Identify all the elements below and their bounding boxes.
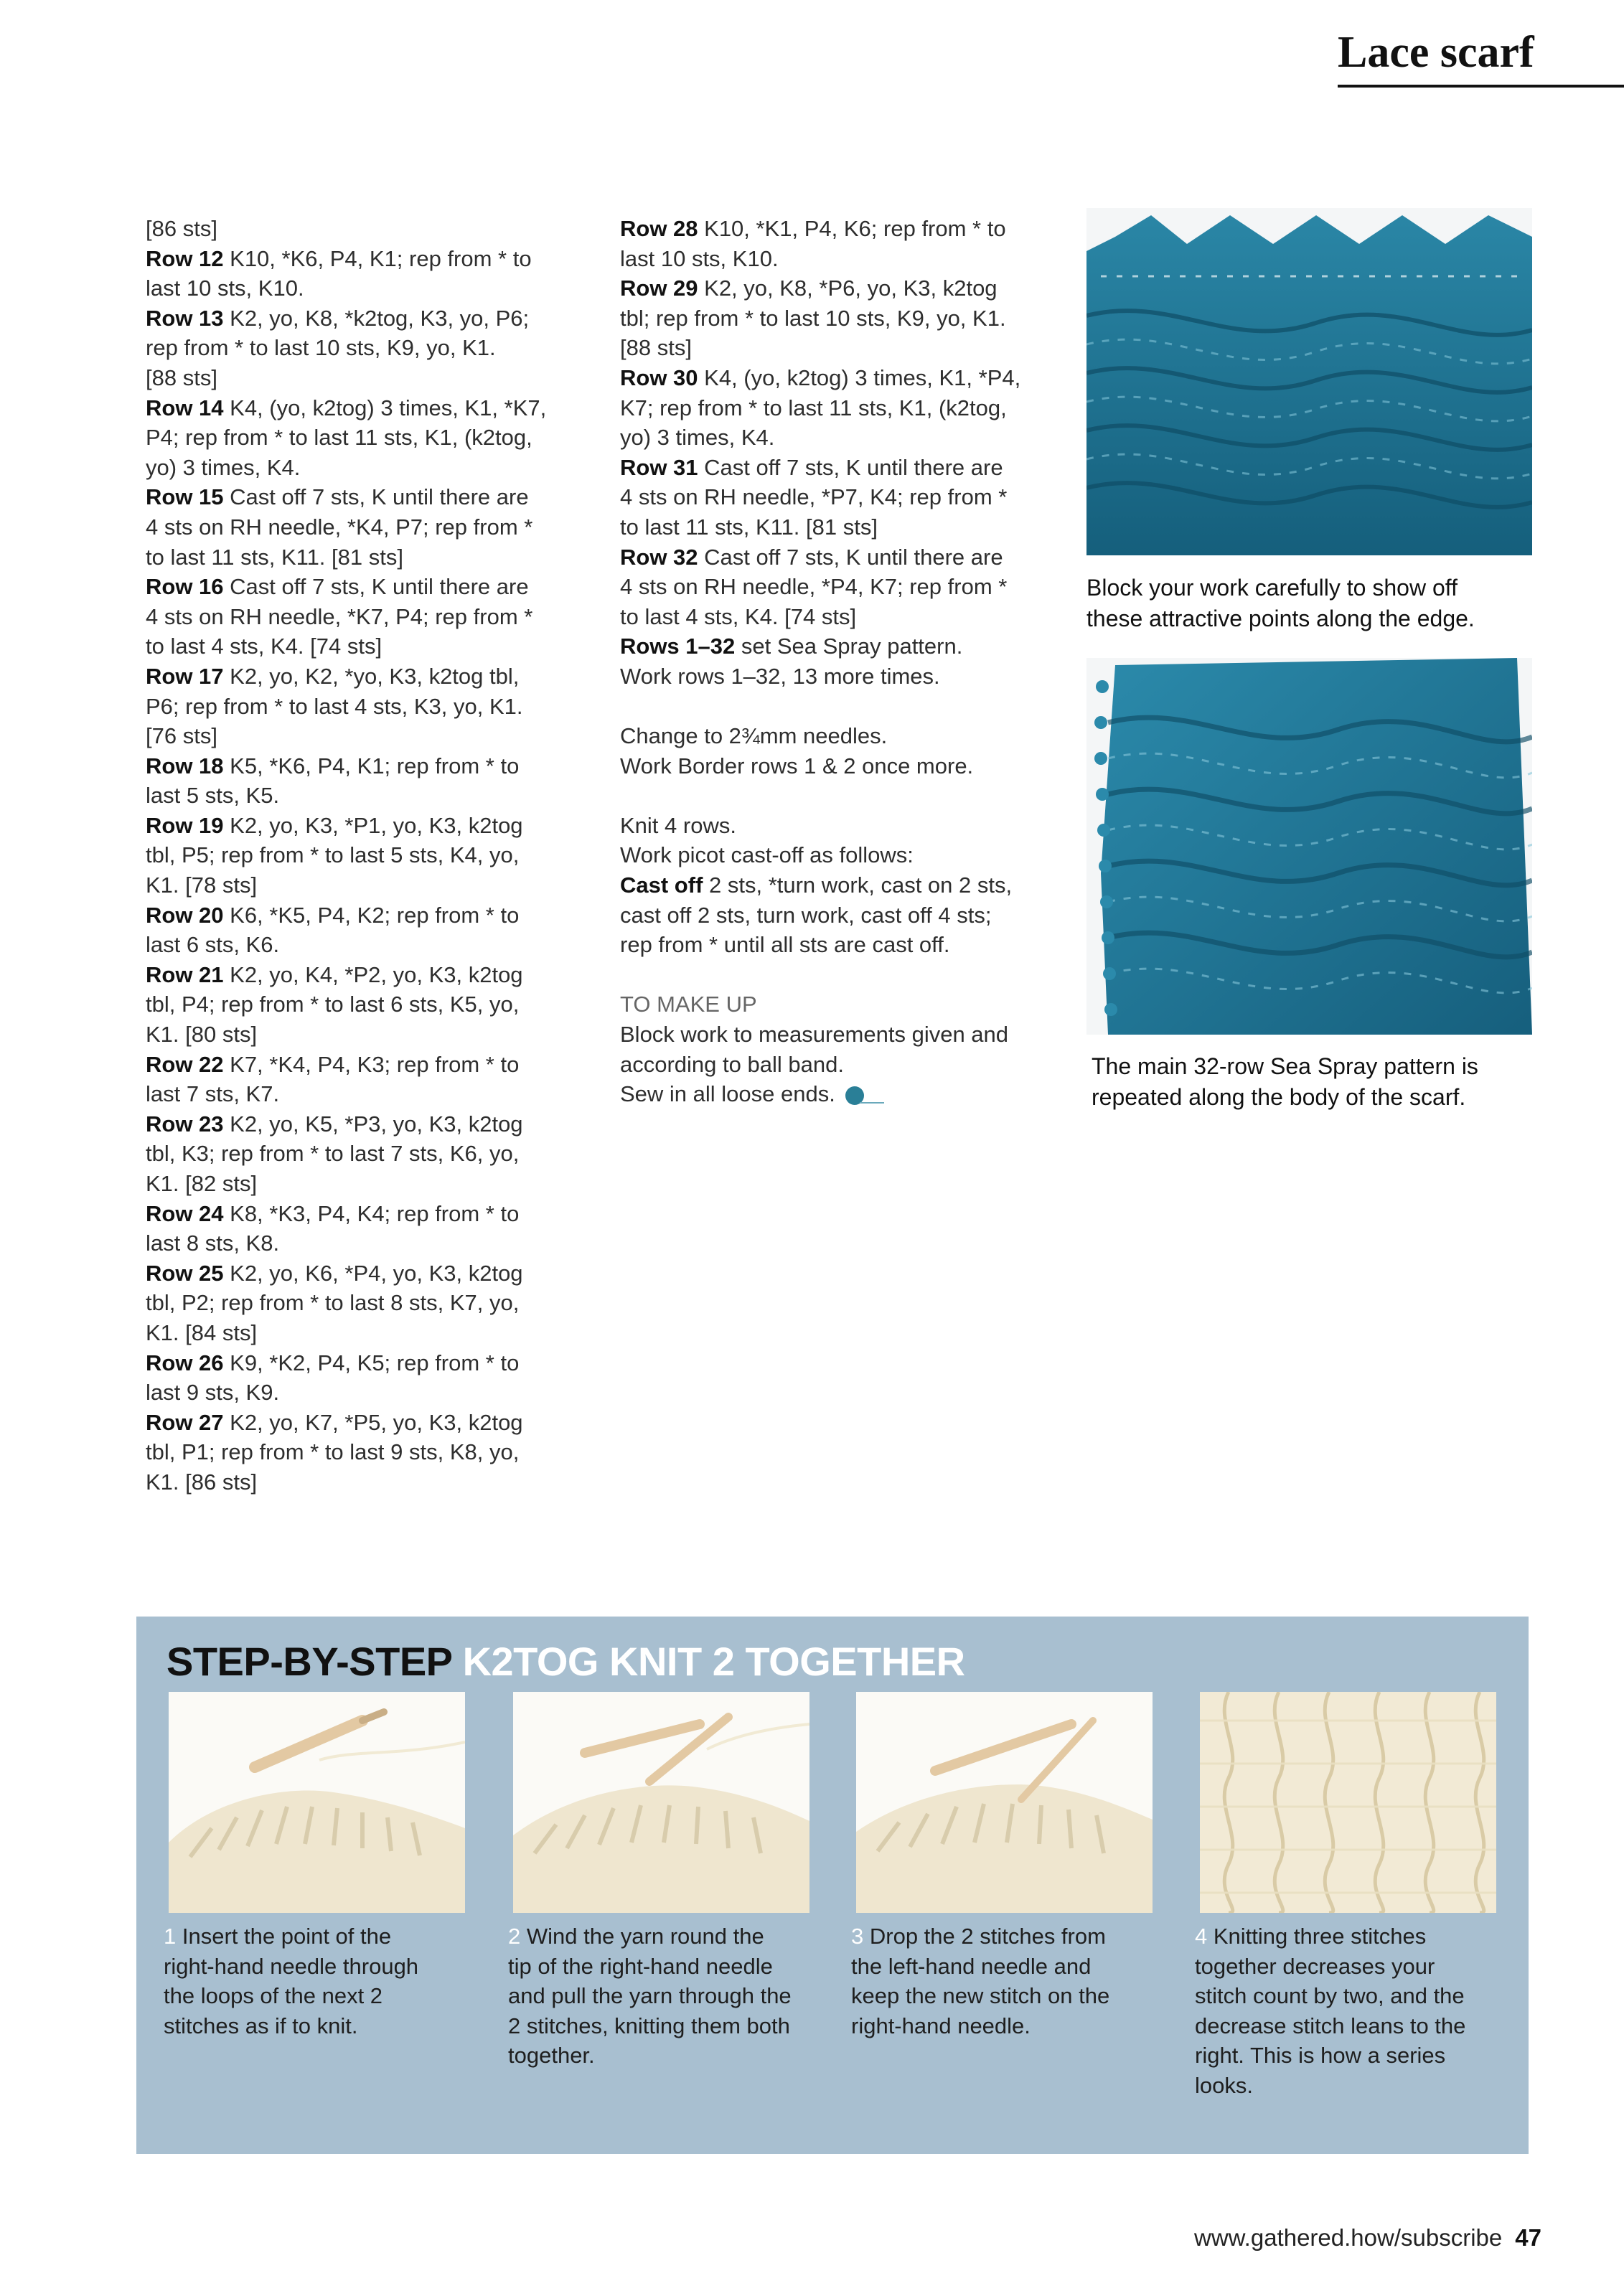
pattern-line: [146, 692, 576, 722]
row-label: Row 23: [146, 1111, 224, 1137]
step-text-line: and pull the yarn through the: [508, 1983, 792, 2009]
pattern-line: [146, 1228, 576, 1258]
step-text-line: [1195, 1921, 1503, 1952]
row-instruction: tbl, P2; rep from * to last 8 sts, K7, yo,: [146, 1290, 520, 1316]
row-label: Rows 1–32: [620, 634, 736, 659]
row-instruction: yo) 3 times, K4.: [146, 454, 301, 480]
pattern-line: [146, 721, 576, 751]
row-instruction: last 5 sts, K5.: [146, 783, 280, 809]
pattern-line: [146, 333, 576, 363]
row-instruction: last 6 sts, K6.: [146, 932, 280, 958]
row-label: Row 30: [620, 364, 698, 390]
row-instruction: 4 sts on RH needle, *P4, K7; rep from *: [620, 574, 1008, 600]
pattern-line: [146, 482, 576, 512]
pattern-line: [146, 662, 576, 692]
pattern-line: [146, 1467, 576, 1497]
step-text-line: right. This is how a series: [1195, 2043, 1446, 2069]
step-2-text: [508, 1921, 817, 2071]
row-instruction: yo) 3 times, K4.: [620, 425, 775, 451]
pattern-line: [146, 781, 576, 811]
paragraph-gap: [620, 692, 1051, 722]
row-instruction: Change to 2¾mm needles.: [620, 723, 888, 749]
row-instruction: K2, yo, K7, *P5, yo, K3, k2tog: [223, 1409, 523, 1435]
step-1-text: [164, 1921, 472, 2041]
row-instruction: Cast off 7 sts, K until there are: [223, 574, 529, 600]
row-instruction: Cast off 7 sts, K until there are: [223, 484, 529, 510]
row-label: Row 29: [620, 276, 698, 301]
heading-k2tog: K2TOG KNIT 2 TOGETHER: [462, 1639, 965, 1684]
caption-line: repeated along the body of the scarf.: [1092, 1084, 1466, 1110]
row-instruction: P4; rep from * to last 11 sts, K1, (k2tog,: [146, 425, 532, 451]
row-label: Row 14: [146, 395, 224, 420]
pattern-line: [620, 363, 1051, 393]
step-3-photo: [856, 1692, 1153, 1913]
pattern-line: [146, 1169, 576, 1199]
pattern-line: [620, 304, 1051, 334]
step-2-photo: [513, 1692, 809, 1913]
row-instruction: K4, (yo, k2tog) 3 times, K1, *P4,: [698, 364, 1021, 390]
pattern-line: [620, 333, 1051, 363]
row-instruction: Block work to measurements given and: [620, 1022, 1009, 1048]
row-instruction: K10, *K6, P4, K1; rep from * to: [223, 245, 532, 271]
row-label: Row 15: [146, 484, 224, 510]
photo-lace-points: [1086, 208, 1532, 555]
row-instruction: [76 sts]: [146, 723, 217, 749]
row-instruction: K5, *K6, P4, K1; rep from * to: [223, 753, 520, 778]
row-instruction: K1. [82 sts]: [146, 1171, 258, 1196]
row-instruction: [86 sts]: [146, 216, 217, 241]
step-text-line: the loops of the next 2: [164, 1983, 383, 2009]
pattern-line: [620, 811, 1051, 841]
step-by-step-box: [136, 1617, 1529, 2154]
row-instruction: last 10 sts, K10.: [620, 245, 779, 271]
row-instruction: last 7 sts, K7.: [146, 1081, 280, 1107]
caption-photo-1: [1086, 573, 1546, 634]
pattern-line: [146, 512, 576, 542]
row-instruction: tbl, P1; rep from * to last 9 sts, K8, yo,: [146, 1439, 520, 1465]
pattern-line: [146, 453, 576, 483]
row-instruction: [88 sts]: [620, 335, 692, 361]
row-instruction: K1. [78 sts]: [146, 872, 258, 898]
step-text-line: keep the new stitch on the: [851, 1983, 1110, 2009]
pattern-line: [620, 244, 1051, 274]
step-text-line: looks.: [1195, 2072, 1253, 2098]
step-text-line: right-hand needle through: [164, 1953, 419, 1979]
pattern-line: [620, 453, 1051, 483]
pattern-line: [620, 721, 1051, 751]
title-rule: [1338, 85, 1624, 88]
row-instruction: to last 11 sts, K11. [81 sts]: [620, 514, 878, 540]
row-label: Row 26: [146, 1350, 224, 1375]
step-text-line: together.: [508, 2043, 595, 2069]
pattern-line: [146, 602, 576, 632]
pattern-line: [146, 1050, 576, 1080]
row-instruction: Cast off 7 sts, K until there are: [698, 544, 1003, 570]
pattern-line: [620, 393, 1051, 423]
pattern-line: [146, 393, 576, 423]
pattern-line: [146, 960, 576, 990]
paragraph-gap: [620, 781, 1051, 811]
pattern-line: [620, 631, 1051, 662]
pattern-line: [620, 751, 1051, 781]
row-instruction: 2 sts, *turn work, cast on 2 sts,: [703, 872, 1013, 898]
step-number: 4: [1195, 1924, 1208, 1949]
step-4-text: [1195, 1921, 1503, 2101]
pattern-line: [146, 900, 576, 931]
pattern-line: [146, 930, 576, 960]
pattern-line: [146, 304, 576, 334]
pattern-line: [146, 840, 576, 870]
row-label: Row 12: [146, 245, 224, 271]
pattern-line: [146, 273, 576, 304]
row-label: Row 13: [146, 305, 224, 331]
step-text-line: stitches as if to knit.: [164, 2013, 358, 2038]
pattern-line: [146, 1288, 576, 1318]
footer-url[interactable]: www.gathered.how/subscribe: [1194, 2224, 1503, 2251]
pattern-line: [146, 870, 576, 900]
row-instruction: K2, yo, K8, *P6, yo, K3, k2tog: [698, 276, 998, 301]
row-instruction: Work picot cast-off as follows:: [620, 842, 914, 868]
row-instruction: K9, *K2, P4, K5; rep from * to: [223, 1350, 520, 1375]
row-label: Cast off: [620, 872, 703, 898]
pattern-line: [146, 423, 576, 453]
pattern-line: [146, 572, 576, 602]
pattern-line: [620, 512, 1051, 542]
row-instruction: Sew in all loose ends.: [620, 1081, 835, 1107]
row-instruction: [88 sts]: [146, 364, 217, 390]
pattern-column-2: [620, 214, 1051, 1109]
row-instruction: 4 sts on RH needle, *P7, K4; rep from *: [620, 484, 1008, 510]
step-text-line: tip of the right-hand needle: [508, 1953, 773, 1979]
row-label: Row 28: [620, 216, 698, 241]
row-instruction: set Sea Spray pattern.: [735, 634, 963, 659]
row-instruction: K10, *K1, P4, K6; rep from * to: [698, 216, 1006, 241]
step-text-line: together decreases your: [1195, 1953, 1435, 1979]
row-instruction: 4 sts on RH needle, *K4, P7; rep from *: [146, 514, 533, 540]
caption-line: The main 32-row Sea Spray pattern is: [1092, 1053, 1478, 1079]
pattern-line: [146, 989, 576, 1020]
step-1-photo: [169, 1692, 465, 1913]
heading-step-by-step: STEP-BY-STEP: [166, 1639, 452, 1684]
pattern-line: [146, 1318, 576, 1348]
pattern-line: [146, 1378, 576, 1408]
section-subheading: TO MAKE UP: [620, 992, 757, 1017]
step-number: 2: [508, 1924, 521, 1949]
row-instruction: cast off 2 sts, turn work, cast off 4 sts;: [620, 902, 992, 928]
row-instruction: to last 4 sts, K4. [74 sts]: [146, 634, 382, 659]
row-label: Row 17: [146, 663, 224, 689]
row-instruction: K8, *K3, P4, K4; rep from * to: [223, 1200, 520, 1226]
row-label: Row 18: [146, 753, 224, 778]
row-instruction: K1. [80 sts]: [146, 1022, 258, 1048]
row-instruction: according to ball band.: [620, 1051, 844, 1077]
caption-photo-2: [1092, 1051, 1551, 1113]
step-instruction: Drop the 2 stitches from: [863, 1924, 1106, 1949]
pattern-line: [146, 751, 576, 781]
row-instruction: rep from * to last 10 sts, K9, yo, K1.: [146, 335, 496, 361]
row-instruction: last 9 sts, K9.: [146, 1380, 280, 1406]
row-label: Row 22: [146, 1051, 224, 1077]
row-instruction: 4 sts on RH needle, *K7, P4; rep from *: [146, 603, 533, 629]
row-instruction: K2, yo, K3, *P1, yo, K3, k2tog: [223, 812, 523, 838]
row-label: Row 19: [146, 812, 224, 838]
row-instruction: K6, *K5, P4, K2; rep from * to: [223, 902, 520, 928]
pattern-line: [620, 1079, 1051, 1109]
row-instruction: K2, yo, K8, *k2tog, K3, yo, P6;: [223, 305, 530, 331]
row-instruction: Work Border rows 1 & 2 once more.: [620, 753, 974, 778]
pattern-line: [146, 631, 576, 662]
step-number: 1: [164, 1924, 177, 1949]
pattern-line: [620, 662, 1051, 692]
step-3-text: [851, 1921, 1160, 2041]
row-instruction: tbl; rep from * to last 10 sts, K9, yo, K1.: [620, 305, 1006, 331]
pattern-line: [620, 482, 1051, 512]
row-label: Row 16: [146, 574, 224, 600]
pattern-line: [146, 1020, 576, 1050]
row-instruction: K2, yo, K5, *P3, yo, K3, k2tog: [223, 1111, 523, 1137]
pattern-line: [620, 273, 1051, 304]
step-instruction: Insert the point of the: [176, 1924, 392, 1949]
step-4-photo: [1200, 1692, 1496, 1913]
step-instruction: Knitting three stitches: [1207, 1924, 1427, 1949]
row-instruction: to last 11 sts, K11. [81 sts]: [146, 544, 403, 570]
pattern-line: [146, 363, 576, 393]
step-text-line: [508, 1921, 817, 1952]
row-instruction: P6; rep from * to last 4 sts, K3, yo, K1.: [146, 693, 523, 719]
row-label: Row 21: [146, 961, 224, 987]
row-instruction: tbl, P4; rep from * to last 6 sts, K5, yo,: [146, 992, 520, 1017]
step-text-line: decrease stitch leans to the: [1195, 2013, 1466, 2038]
step-instruction: Wind the yarn round the: [520, 1924, 764, 1949]
row-instruction: K2, yo, K2, *yo, K3, k2tog tbl,: [223, 663, 520, 689]
row-instruction: K7; rep from * to last 11 sts, K1, (k2tog,: [620, 395, 1007, 420]
pattern-line: [620, 602, 1051, 632]
row-label: Row 31: [620, 454, 698, 480]
pattern-line: [620, 542, 1051, 573]
pattern-line: [146, 1437, 576, 1467]
row-instruction: to last 4 sts, K4. [74 sts]: [620, 603, 857, 629]
row-instruction: last 10 sts, K10.: [146, 276, 304, 301]
pattern-line: [146, 1408, 576, 1438]
pattern-line: [620, 214, 1051, 244]
row-instruction: Cast off 7 sts, K until there are: [698, 454, 1003, 480]
row-instruction: last 8 sts, K8.: [146, 1231, 280, 1256]
pattern-line: [620, 840, 1051, 870]
row-instruction: Knit 4 rows.: [620, 812, 736, 838]
caption-line: Block your work carefully to show off: [1086, 575, 1458, 601]
row-label: Row 27: [146, 1409, 224, 1435]
pattern-line: [620, 423, 1051, 453]
pattern-line: [620, 900, 1051, 931]
row-instruction: tbl, P5; rep from * to last 5 sts, K4, yo,: [146, 842, 520, 868]
pattern-line: [146, 811, 576, 841]
pattern-line: [146, 1348, 576, 1378]
pattern-line: [620, 989, 1051, 1020]
row-label: Row 20: [146, 902, 224, 928]
pattern-line: [146, 1199, 576, 1229]
pattern-line: [620, 930, 1051, 960]
photo-sea-spray-pattern: [1086, 658, 1532, 1035]
pattern-line: [146, 244, 576, 274]
row-instruction: tbl, K3; rep from * to last 7 sts, K6, yo,: [146, 1141, 520, 1167]
row-instruction: Work rows 1–32, 13 more times.: [620, 663, 940, 689]
caption-line: these attractive points along the edge.: [1086, 606, 1475, 631]
row-instruction: K1. [86 sts]: [146, 1469, 258, 1495]
step-text-line: 2 stitches, knitting them both: [508, 2013, 790, 2038]
pattern-line: [146, 542, 576, 573]
page-number: 47: [1515, 2224, 1541, 2251]
step-text-line: [851, 1921, 1160, 1952]
step-text-line: right-hand needle.: [851, 2013, 1031, 2038]
pattern-line: [146, 214, 576, 244]
row-instruction: K2, yo, K4, *P2, yo, K3, k2tog: [223, 961, 523, 987]
pattern-line: [146, 1258, 576, 1289]
pattern-line: [620, 572, 1051, 602]
row-instruction: rep from * until all sts are cast off.: [620, 932, 950, 958]
page-title: Lace scarf: [1338, 28, 1534, 77]
pattern-line: [620, 870, 1051, 900]
step-text-line: the left-hand needle and: [851, 1953, 1092, 1979]
row-instruction: K1. [84 sts]: [146, 1319, 258, 1345]
pattern-line: [146, 1109, 576, 1139]
row-instruction: K4, (yo, k2tog) 3 times, K1, *K7,: [223, 395, 547, 420]
row-label: Row 32: [620, 544, 698, 570]
paragraph-gap: [620, 960, 1051, 990]
step-text-line: stitch count by two, and the: [1195, 1983, 1465, 2009]
step-text-line: [164, 1921, 472, 1952]
row-label: Row 25: [146, 1260, 224, 1286]
pattern-line: [620, 1020, 1051, 1050]
step-number: 3: [851, 1924, 864, 1949]
pattern-line: [620, 1050, 1051, 1080]
yarn-ball-end-icon: [845, 1086, 864, 1105]
footer: [1194, 2224, 1541, 2252]
pattern-line: [146, 1079, 576, 1109]
pattern-line: [146, 1139, 576, 1169]
row-label: Row 24: [146, 1200, 224, 1226]
row-instruction: K7, *K4, P4, K3; rep from * to: [223, 1051, 520, 1077]
step-by-step-heading: [166, 1638, 965, 1685]
pattern-column-1: [146, 214, 576, 1497]
row-instruction: K2, yo, K6, *P4, yo, K3, k2tog: [223, 1260, 523, 1286]
